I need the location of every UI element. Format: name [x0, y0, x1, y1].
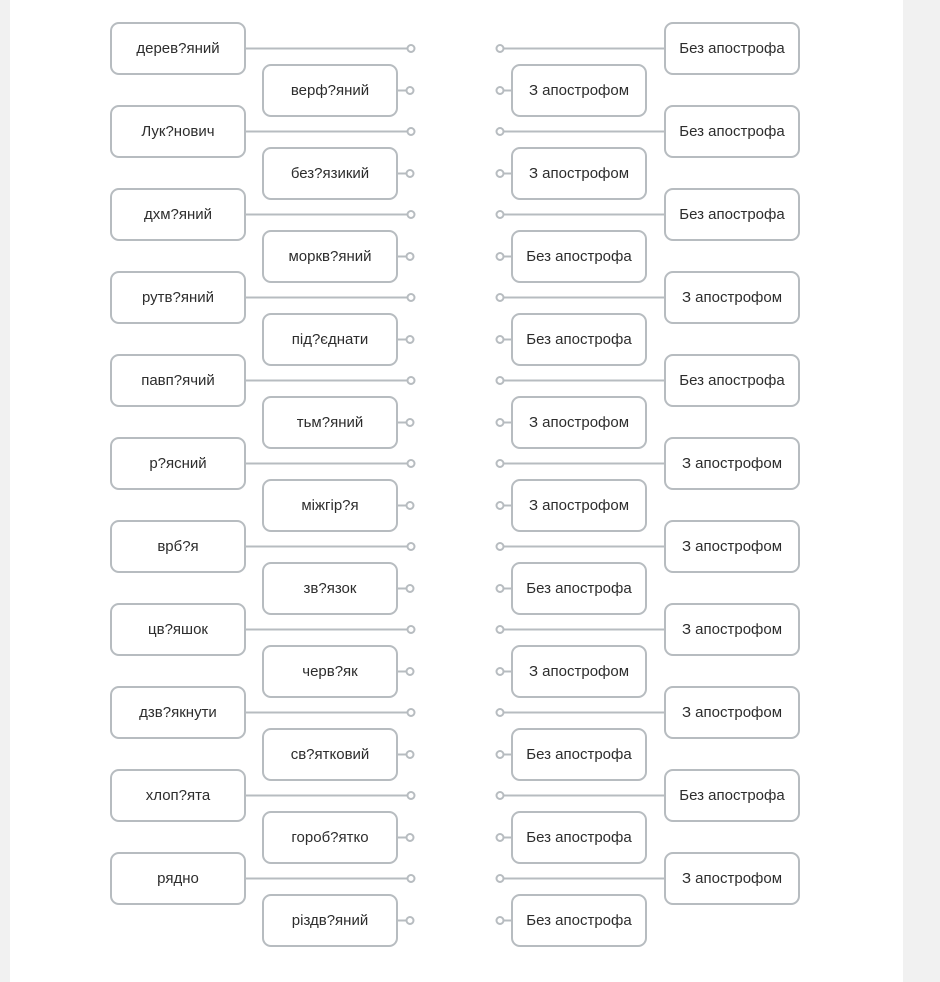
word-card[interactable] — [110, 437, 246, 490]
word-card[interactable] — [110, 354, 246, 407]
word-card-label: св?ятковий — [290, 746, 370, 763]
word-card[interactable] — [262, 645, 398, 698]
word-card[interactable] — [262, 396, 398, 449]
answer-card-label: Без апострофа — [526, 331, 632, 348]
word-card[interactable] — [110, 22, 246, 75]
answer-card[interactable] — [664, 188, 800, 241]
answer-card-label: З апострофом — [528, 497, 630, 514]
answer-card[interactable] — [511, 645, 647, 698]
word-card-label: Лук?нович — [141, 123, 215, 140]
answer-card-label: Без апострофа — [526, 746, 632, 763]
word-card-label: черв?як — [302, 663, 358, 680]
answer-card-label: Без апострофа — [679, 372, 785, 389]
answer-card[interactable] — [664, 22, 800, 75]
word-card-label: дерев?яний — [136, 40, 220, 57]
answer-card-label: З апострофом — [681, 289, 783, 306]
word-card-label: рядно — [157, 870, 199, 887]
word-card-label: дхм?яний — [143, 206, 213, 223]
answer-card-label: З апострофом — [681, 455, 783, 472]
word-card[interactable] — [110, 520, 246, 573]
answer-card-label: Без апострофа — [679, 40, 785, 57]
answer-card[interactable] — [664, 603, 800, 656]
word-card-label: міжгір?я — [301, 497, 359, 514]
answer-card-label: З апострофом — [528, 414, 630, 431]
answer-card[interactable] — [511, 230, 647, 283]
answer-card-label: З апострофом — [528, 663, 630, 680]
word-card[interactable] — [262, 562, 398, 615]
word-card[interactable] — [262, 728, 398, 781]
answer-card[interactable] — [664, 520, 800, 573]
answer-card[interactable] — [511, 728, 647, 781]
answer-card-label: З апострофом — [528, 165, 630, 182]
answer-card-label: З апострофом — [681, 870, 783, 887]
word-card-label: верф?яний — [290, 82, 370, 99]
answer-card[interactable] — [511, 479, 647, 532]
word-card-label: зв?язок — [303, 580, 357, 597]
word-card[interactable] — [110, 852, 246, 905]
word-card-label: тьм?яний — [296, 414, 364, 431]
word-card[interactable] — [262, 230, 398, 283]
word-card[interactable] — [262, 894, 398, 947]
word-card[interactable] — [110, 686, 246, 739]
answer-card-label: Без апострофа — [526, 912, 632, 929]
answer-card-label: З апострофом — [681, 538, 783, 555]
word-card[interactable] — [262, 313, 398, 366]
word-card-label: павп?ячий — [141, 372, 215, 389]
word-card-label: хлоп?ята — [145, 787, 211, 804]
word-card-label: гороб?ятко — [291, 829, 369, 846]
answer-card[interactable] — [511, 313, 647, 366]
answer-card[interactable] — [511, 64, 647, 117]
answer-card-label: Без апострофа — [526, 580, 632, 597]
answer-card-label: Без апострофа — [679, 787, 785, 804]
answer-card[interactable] — [664, 437, 800, 490]
word-card[interactable] — [262, 147, 398, 200]
answer-card[interactable] — [664, 354, 800, 407]
word-card-label: моркв?яний — [288, 248, 372, 265]
word-card-label: дзв?якнути — [139, 704, 217, 721]
word-card[interactable] — [110, 271, 246, 324]
answer-card[interactable] — [511, 396, 647, 449]
word-card[interactable] — [110, 603, 246, 656]
word-card[interactable] — [262, 811, 398, 864]
answer-card-label: З апострофом — [528, 82, 630, 99]
answer-card-label: Без апострофа — [526, 829, 632, 846]
word-card-label: рутв?яний — [141, 289, 215, 306]
answer-card[interactable] — [664, 105, 800, 158]
word-card[interactable] — [110, 769, 246, 822]
word-card-label: під?єднати — [291, 331, 369, 348]
answer-card[interactable] — [511, 562, 647, 615]
answer-card[interactable] — [511, 811, 647, 864]
word-card[interactable] — [262, 64, 398, 117]
word-card[interactable] — [262, 479, 398, 532]
answer-card-label: Без апострофа — [679, 123, 785, 140]
answer-card[interactable] — [664, 769, 800, 822]
word-card[interactable] — [110, 105, 246, 158]
answer-card[interactable] — [511, 894, 647, 947]
answer-card[interactable] — [664, 271, 800, 324]
answer-card-label: З апострофом — [681, 621, 783, 638]
answer-card-label: Без апострофа — [679, 206, 785, 223]
answer-card[interactable] — [664, 686, 800, 739]
word-card-label: без?язикий — [290, 165, 370, 182]
answer-card[interactable] — [664, 852, 800, 905]
word-card-label: врб?я — [157, 538, 199, 555]
answer-card[interactable] — [511, 147, 647, 200]
word-card-label: різдв?яний — [291, 912, 369, 929]
answer-card-label: Без апострофа — [526, 248, 632, 265]
answer-card-label: З апострофом — [681, 704, 783, 721]
word-card[interactable] — [110, 188, 246, 241]
word-card-label: цв?яшок — [148, 621, 208, 638]
word-card-label: р?ясний — [149, 455, 207, 472]
